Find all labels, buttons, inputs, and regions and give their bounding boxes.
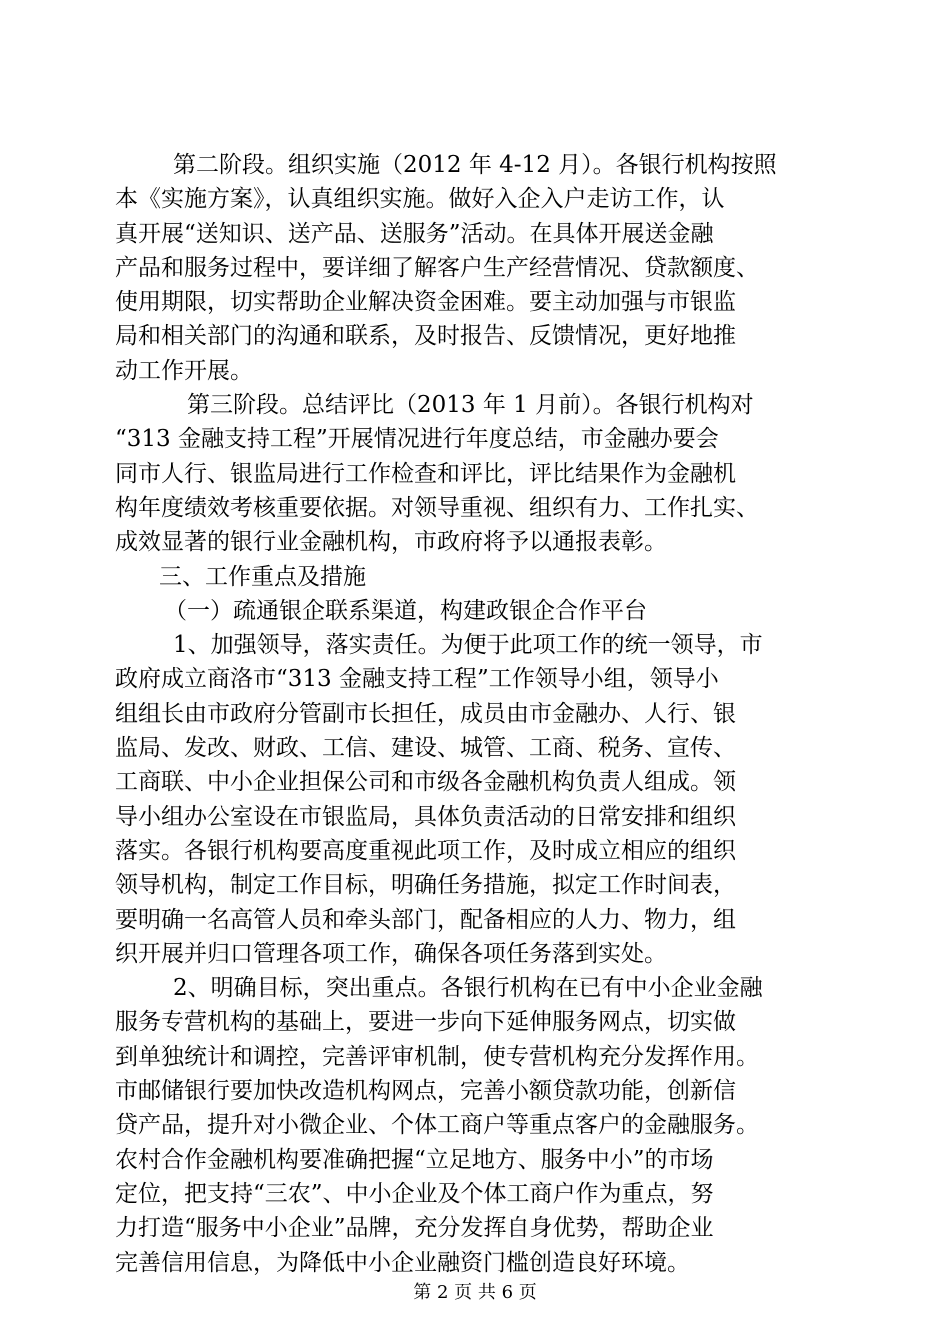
paragraph-line: 使用期限，切实帮助企业解决资金困难。要主动加强与市银监 [115,289,736,316]
paragraph-line: 定位，把支持“三农”、中小企业及个体工商户作为重点，努 [115,1180,714,1207]
paragraph-line: 织开展并归口管理各项工作，确保各项任务落到实处。 [115,940,667,967]
paragraph-line: 产品和服务过程中，要详细了解客户生产经营情况、贷款额度、 [115,254,759,281]
paragraph-line: 导小组办公室设在市银监局，具体负责活动的日常安排和组织 [115,803,736,830]
paragraph-line: 农村合作金融机构要准确把握“立足地方、服务中小”的市场 [115,1146,714,1173]
paragraph-line: 组组长由市政府分管副市长担任，成员由市金融办、人行、银 [115,700,736,727]
paragraph-line: 2、明确目标，突出重点。各银行机构在已有中小企业金融 [173,975,763,1002]
document-body [115,148,855,1280]
paragraph-line: “313 金融支持工程”开展情况进行年度总结，市金融办要会 [115,426,719,453]
paragraph-line: 第二阶段。组织实施（2012 年 4-12 月）。各银行机构按照 [173,152,777,178]
paragraph-line: 监局、发改、财政、工信、建设、城管、工商、税务、宣传、 [115,735,736,762]
paragraph-line: 真开展“送知识、送产品、送服务”活动。在具体开展送金融 [115,220,714,247]
paragraph-line: 领导机构，制定工作目标，明确任务措施，拟定工作时间表， [115,872,736,899]
paragraph-line: 贷产品，提升对小微企业、个体工商户等重点客户的金融服务。 [115,1112,759,1139]
paragraph-line: 政府成立商洛市“313 金融支持工程”工作领导小组，领导小 [115,666,719,693]
subsection-heading: （一）疏通银企联系渠道，构建政银企合作平台 [164,597,647,624]
paragraph-line: 成效显著的银行业金融机构，市政府将予以通报表彰。 [115,529,667,556]
page-number-footer: 第 2 页 共 6 页 [413,1282,537,1303]
paragraph-line: 本《实施方案》，认真组织实施。做好入企入户走访工作，认 [115,186,725,213]
paragraph-line: 1、加强领导，落实责任。为便于此项工作的统一领导，市 [173,632,763,659]
paragraph-line: 到单独统计和调控，完善评审机制，使专营机构充分发挥作用。 [115,1043,759,1070]
paragraph-line: 市邮储银行要加快改造机构网点，完善小额贷款功能，创新信 [115,1078,736,1105]
paragraph-line: 完善信用信息，为降低中小企业融资门槛创造良好环境。 [115,1249,690,1276]
paragraph-line: 动工作开展。 [115,357,253,384]
paragraph-line: 第三阶段。总结评比（2013 年 1 月前）。各银行机构对 [187,392,754,419]
paragraph-line: 局和相关部门的沟通和联系，及时报告、反馈情况，更好地推 [115,323,736,350]
paragraph-line: 服务专营机构的基础上，要进一步向下延伸服务网点，切实做 [115,1009,736,1036]
paragraph-line: 构年度绩效考核重要依据。对领导重视、组织有力、工作扎实、 [115,494,759,521]
paragraph-line: 落实。各银行机构要高度重视此项工作，及时成立相应的组织 [115,837,736,864]
paragraph-line: 要明确一名高管人员和牵头部门，配备相应的人力、物力，组 [115,906,736,933]
section-heading: 三、工作重点及措施 [159,563,366,590]
paragraph-line: 工商联、中小企业担保公司和市级各金融机构负责人组成。领 [115,769,736,796]
paragraph-line: 同市人行、银监局进行工作检查和评比，评比结果作为金融机 [115,460,736,487]
paragraph-line: 力打造“服务中小企业”品牌，充分发挥自身优势，帮助企业 [115,1215,714,1242]
